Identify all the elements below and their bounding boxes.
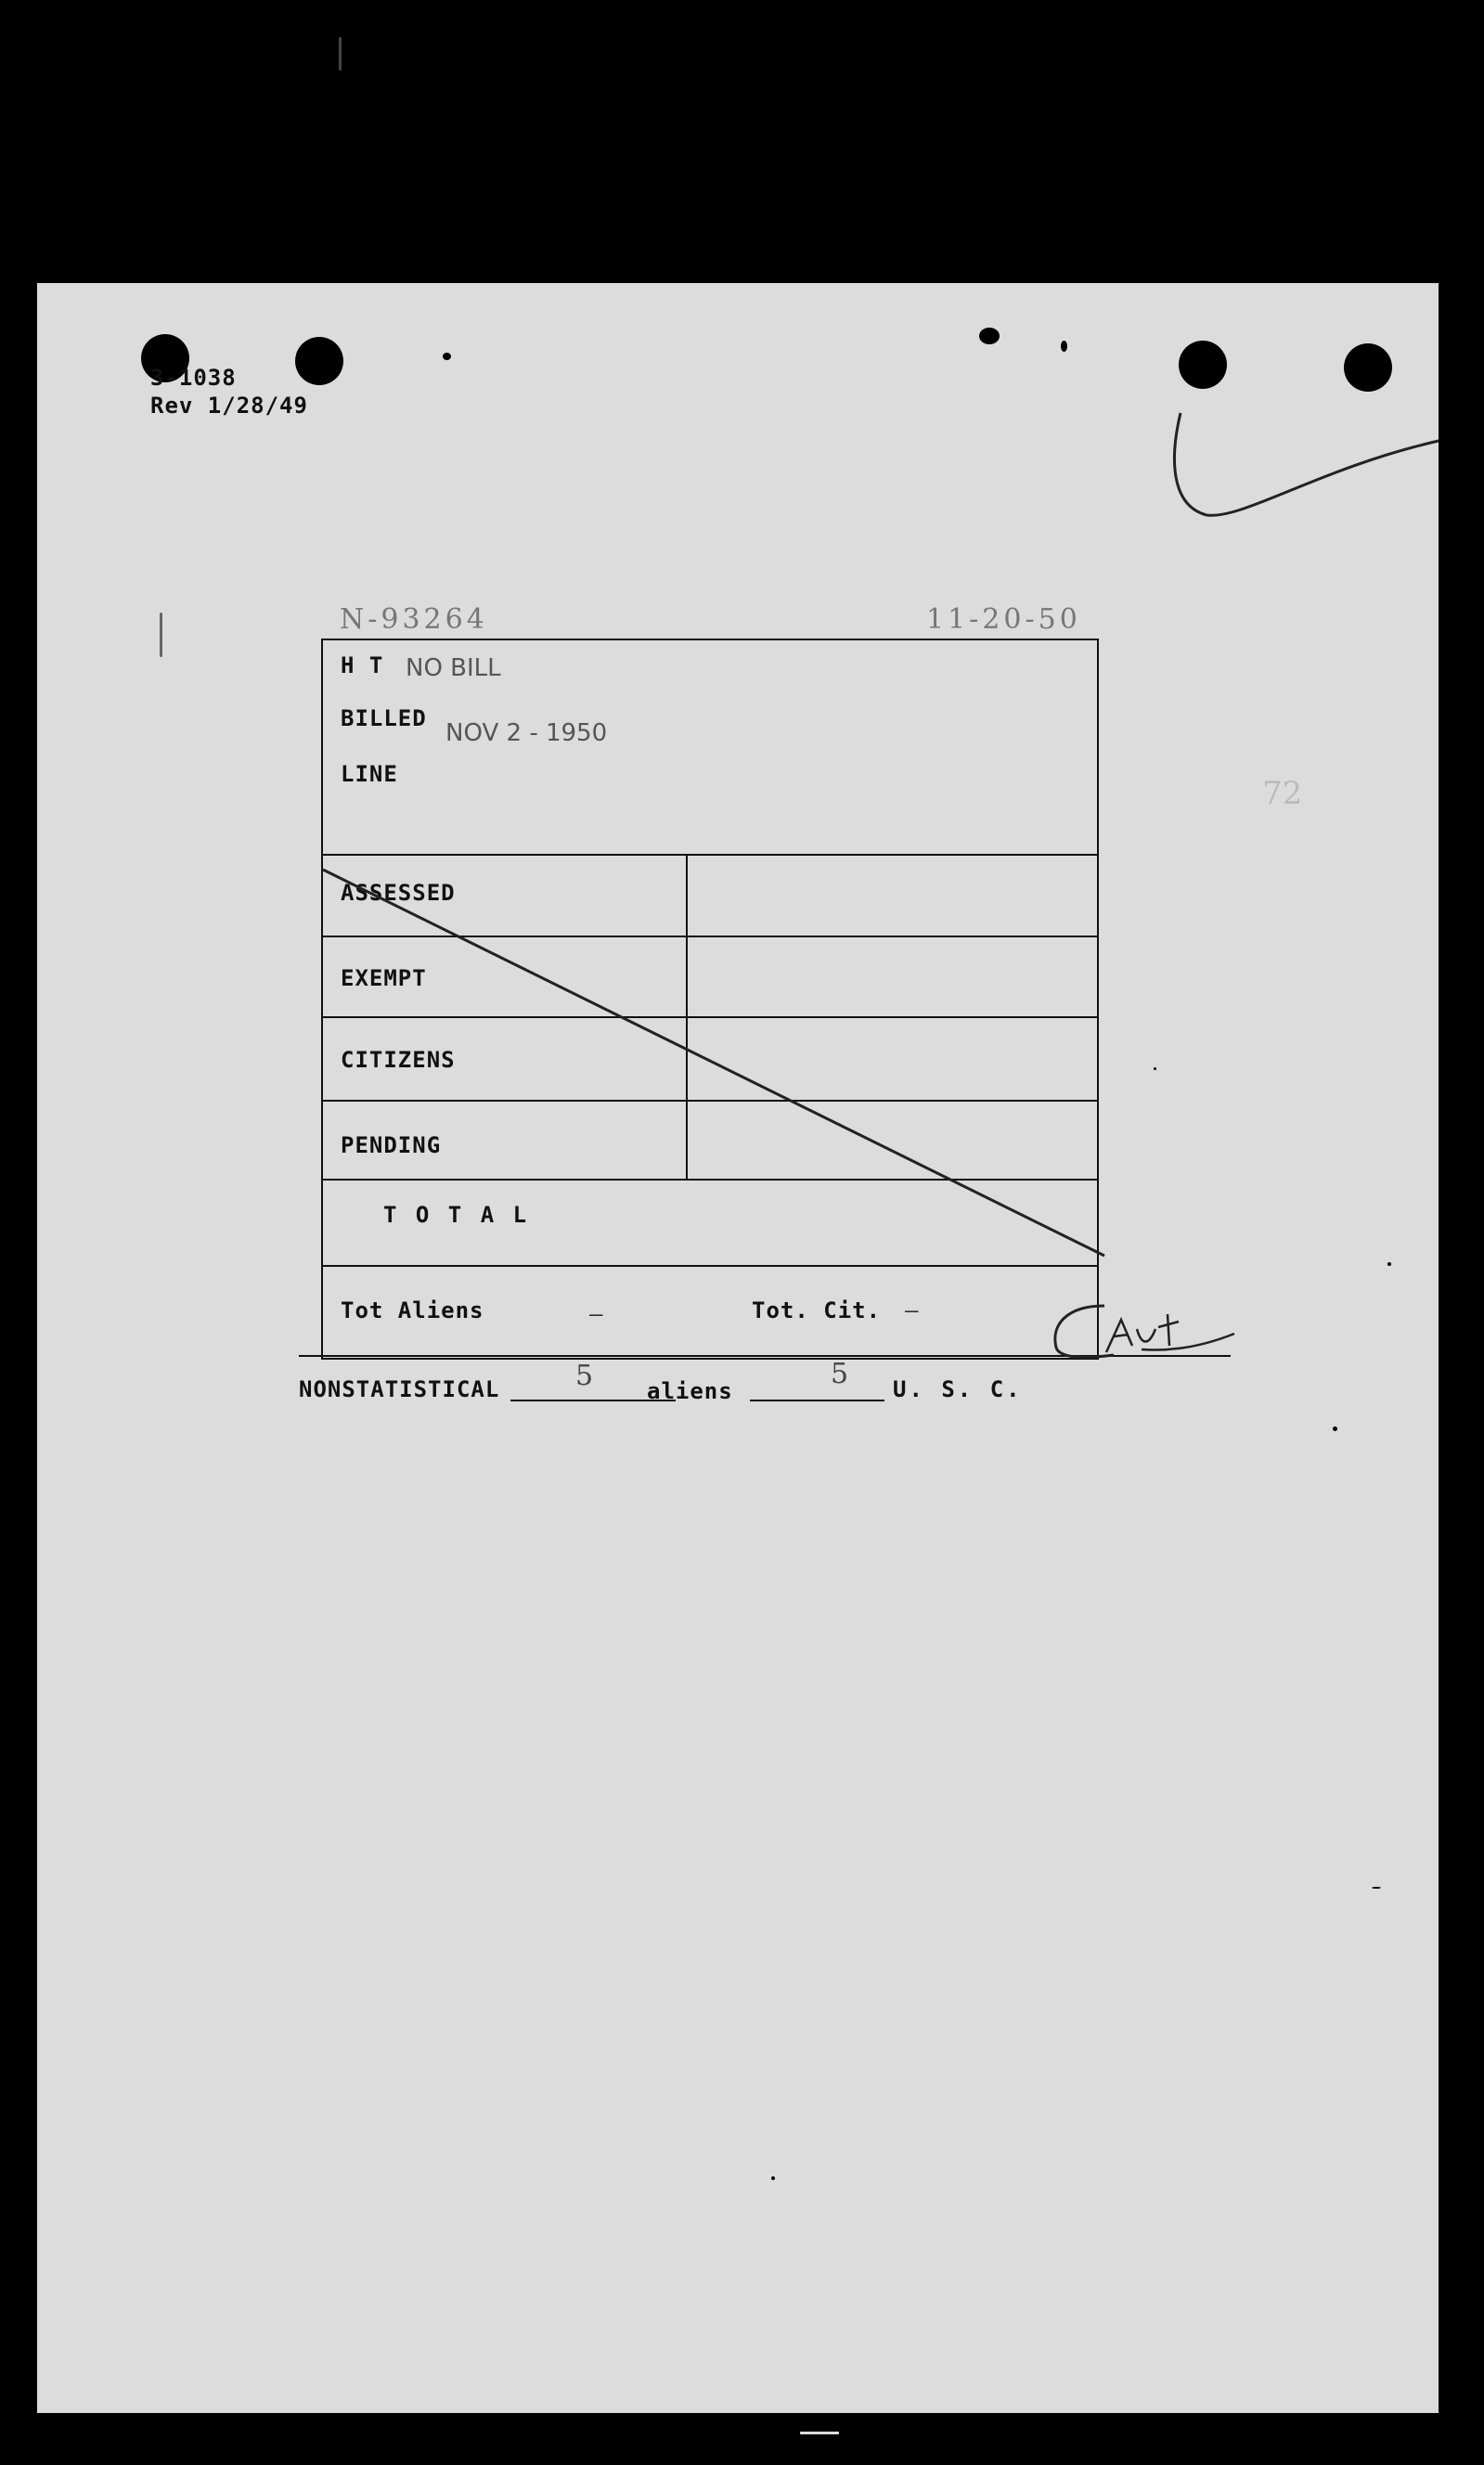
punch-hole-icon [1344,343,1392,392]
pencil-mark-icon [160,613,162,657]
billed-date-stamp: NOV 2 - 1950 [445,719,608,747]
dust-speck-icon [1372,1887,1381,1889]
tot-aliens-label: Tot Aliens [341,1297,484,1323]
row-label-citizens: CITIZENS [341,1047,456,1073]
scan-mark-icon [339,37,342,71]
ht-label: H T [341,652,384,678]
punch-hole-icon [1179,341,1227,389]
document-page [37,283,1439,2413]
scan-mark-icon [800,2432,839,2434]
initials-signature-icon [1049,1301,1244,1366]
scan-mark-icon [945,51,948,96]
tot-cit-value: — [905,1297,920,1323]
nonstatistical-usc-count: 5 [831,1358,849,1390]
row-label-exempt: EXEMPT [341,965,427,991]
ink-speck-icon [1061,341,1067,352]
handwritten-date: 11-20-50 [926,603,1081,636]
punch-hole-icon [295,337,343,385]
no-bill-stamp: NO BILL [406,654,501,682]
nonstatistical-aliens-count: 5 [575,1360,594,1392]
pencil-stroke-icon [1169,404,1448,534]
dust-speck-icon [1333,1426,1337,1431]
row-label-pending: PENDING [341,1132,442,1158]
page-number: 72 [1262,775,1303,812]
row-label-assessed: ASSESSED [341,880,456,906]
tot-aliens-value: — [589,1301,604,1327]
form-number: 3-1038 [150,365,237,391]
dust-speck-icon [1154,1067,1156,1070]
line-label: LINE [341,761,398,787]
file-number: N-93264 [340,603,488,636]
nonstatistical-label: NONSTATISTICAL [299,1376,500,1402]
billed-label: BILLED [341,705,427,731]
dust-speck-icon [1387,1262,1391,1266]
aliens-label: aliens [647,1378,733,1404]
tot-cit-label: Tot. Cit. [752,1297,882,1323]
total-label: T O T A L [383,1202,530,1228]
row-divider [321,854,1097,856]
usc-label: U. S. C. [893,1376,1023,1402]
cancel-line-icon [316,858,1114,1267]
usc-blank-line [750,1400,884,1401]
ink-speck-icon [979,328,1000,344]
dust-speck-icon [771,2176,775,2180]
ink-speck-icon [443,353,451,360]
form-revision: Rev 1/28/49 [150,393,308,419]
